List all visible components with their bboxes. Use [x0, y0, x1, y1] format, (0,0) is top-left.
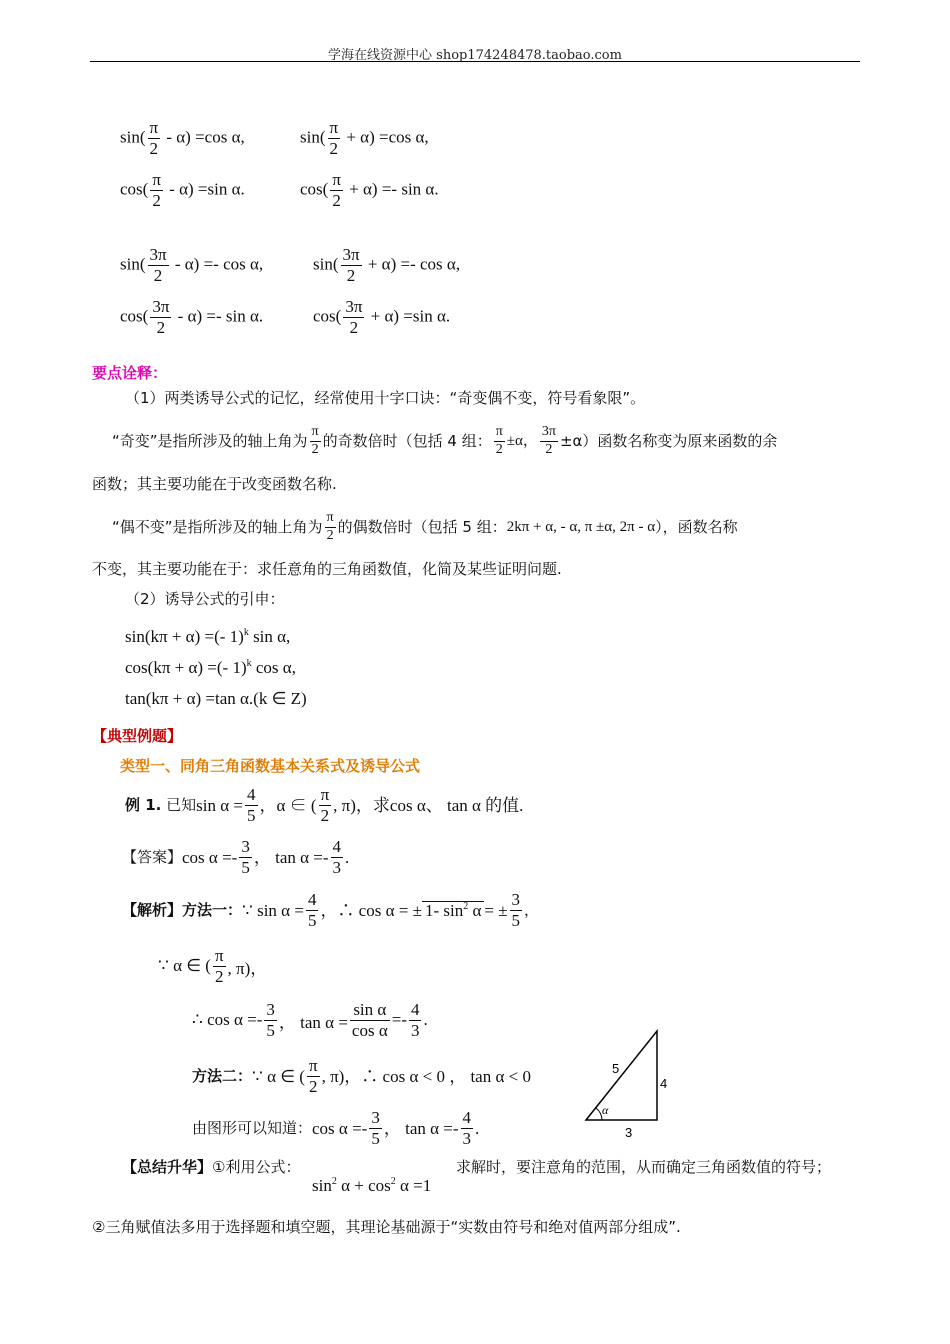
right-triangle-figure: [580, 1025, 680, 1145]
summary-line: ②三角赋值法多用于选择题和填空题，其理论基础源于“实数由符号和绝对值两部分组成”.: [92, 1218, 681, 1236]
triangle-shape: [586, 1031, 657, 1120]
summary-formula: $\sin^2 \alpha + \cos^2 \alpha =1$: [312, 1176, 432, 1195]
solution-line: 由图形可以知道：cos α =- $\frac{3}{5}$ ， tan α =- $\frac{4}{3}$ .: [192, 1108, 480, 1148]
paragraph: “奇变”是指所涉及的轴上角为 $\frac{\pi}{2}$ 的奇数倍时（包括 4 组： $\frac{\pi}{2}$ ±α， $\frac{3\pi}{2}$ ±α）函数名称变为原来函数的余: [112, 424, 778, 457]
paragraph: 不变，其主要功能在于：求任意角的三角函数值，化简及某些证明问题.: [92, 560, 562, 578]
hypotenuse-label: 5: [612, 1061, 620, 1076]
summary-line: 【总结升华】①利用公式：: [122, 1158, 301, 1176]
solution-line: 【解析】方法一：∵ sin α = $\frac{4}{5}$ ，∴ cos α = ± 1- $\sin^2 \alpha=$ ± $\frac{3}{5}$ ，: [122, 890, 540, 930]
formula-line: sin( $\frac{\pi}{2}$ + α) =cos α,: [300, 118, 429, 158]
formula-line: cos( $\frac{3\pi}{2}$ + α) =sin α.: [313, 297, 451, 337]
example-question: 例 1. 已知sin α = $\frac{4}{5}$ ，α ∈ ( $\frac{\pi}{2}$ , π)，求cos α、 tan α 的值.: [125, 785, 524, 825]
paragraph: 函数；其主要功能在于改变函数名称.: [92, 475, 337, 493]
formula-line: cos( $\frac{\pi}{2}$ - α) =sin α.: [120, 170, 245, 210]
header-rule: [90, 61, 860, 62]
formula-line: cos( $\frac{3\pi}{2}$ - α) =- sin α.: [120, 297, 264, 337]
solution-line: 方法二：∵ α ∈ ( $\frac{\pi}{2}$ , π)，∴ cos α < 0 ， tan α < 0: [192, 1056, 531, 1096]
solution-line: ∴ cos α =- $\frac{3}{5}$ ， tan α = $\frac{\text{sin α}}{\text{cos α}}$ =- $\frac{4}{3}$ .: [192, 1000, 428, 1040]
page-header: 学海在线资源中心 shop174248478.taobao.com: [328, 48, 622, 63]
formula-line: sin( $\frac{\pi}{2}$ - α) =cos α,: [120, 118, 245, 158]
opposite-label: 4: [660, 1076, 668, 1091]
section-title: 要点诠释：: [92, 364, 168, 382]
adjacent-label: 3: [625, 1125, 633, 1140]
summary-line: 求解时，要注意角的范围，从而确定三角函数值的符号；: [456, 1158, 832, 1176]
formula-line: cos( $\frac{\pi}{2}$ + α) =- sin α.: [300, 170, 439, 210]
formula-line: tan(kπ + α) =tan α.(k ∈ Z): [125, 689, 307, 708]
angle-label: α: [602, 1103, 609, 1117]
formula-line: sin(kπ + α) =(- 1)$^k$ sin α,: [125, 627, 291, 646]
formula-line: sin( $\frac{3\pi}{2}$ - α) =- cos α,: [120, 245, 264, 285]
section-title: 【典型例题】: [92, 727, 183, 745]
formula-line: sin( $\frac{3\pi}{2}$ + α) =- cos α,: [313, 245, 461, 285]
subsection-title: 类型一、同角三角函数基本关系式及诱导公式: [120, 757, 421, 775]
formula-line: cos(kπ + α) =(- 1)$^k$ cos α,: [125, 658, 296, 677]
paragraph: “偶不变”是指所涉及的轴上角为 $\frac{\pi}{2}$ 的偶数倍时（包括 5 组：2kπ + α, - α, π ±α, 2π - α），函数名称: [112, 510, 738, 543]
solution-line: ∵ α ∈ ( $\frac{\pi}{2}$ , π)，: [158, 946, 268, 986]
paragraph: （2）诱导公式的引申：: [125, 590, 285, 608]
answer: 【答案】cos α =- $\frac{3}{5}$ ， tan α =- $\frac{4}{3}$ .: [122, 837, 350, 877]
paragraph: （1）两类诱导公式的记忆，经常使用十字口诀：“奇变偶不变，符号看象限”。: [125, 389, 646, 407]
